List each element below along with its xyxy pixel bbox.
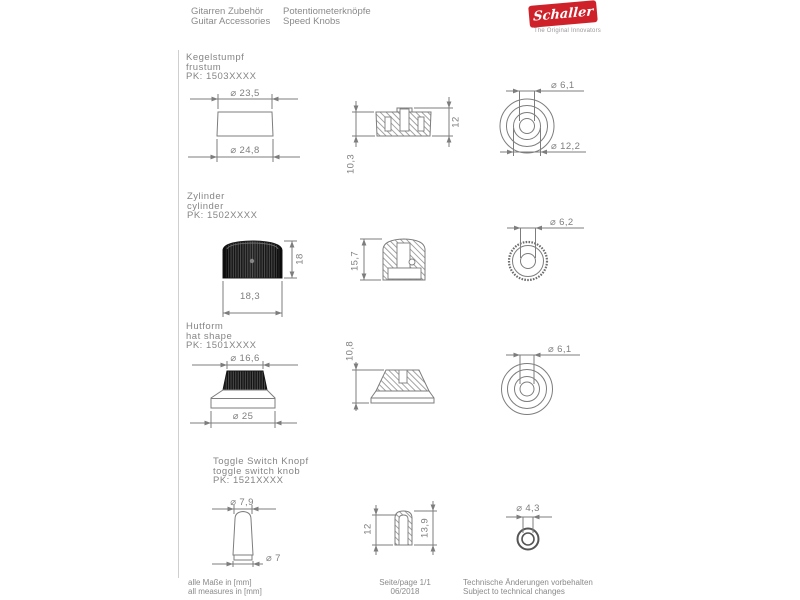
cylinder-title-de: Zylinder: [187, 191, 225, 202]
dim-label-cylinder-inner-height: 15,7: [349, 250, 361, 272]
dim-label-cylinder-shaft-dia: ⌀ 6,2: [550, 217, 574, 228]
toggle-bottom-dimensions: [506, 515, 552, 533]
cylinder-section-view: [360, 239, 425, 280]
dim-label-hat-top-dia: ⌀ 16,6: [230, 353, 260, 364]
cylinder-bottom-view: [507, 226, 584, 280]
dim-label-hat-height: 10,8: [344, 340, 356, 362]
cylinder-section-dimensions: [360, 239, 382, 280]
frustum-title-de: Kegelstumpf: [186, 52, 245, 63]
dim-label-frustum-height: 10,3: [345, 153, 357, 175]
footer-page: Seite/page 1/1: [379, 578, 431, 587]
hat-top-view: [502, 353, 581, 415]
dim-label-frustum-hub-dia: ⌀ 12,2: [551, 141, 581, 152]
cylinder-pk: PK: 1502XXXX: [187, 210, 258, 222]
toggle-pk: PK: 1521XXXX: [213, 475, 284, 487]
dim-label-hat-bottom-dia: ⌀ 25: [232, 411, 254, 422]
dim-label-cylinder-width: 18,3: [239, 291, 261, 302]
header-category-de: Gitarren Zubehör: [191, 6, 264, 17]
dim-label-frustum-top-dia: ⌀ 23,5: [230, 88, 260, 99]
schaller-logo-text: Schaller: [532, 3, 594, 25]
dim-label-toggle-bottom-dia: ⌀ 7: [266, 553, 281, 564]
hat-title-de: Hutform: [186, 321, 224, 332]
cylinder-title-en: cylinder: [187, 200, 224, 212]
dim-label-toggle-shaft-dia: ⌀ 4,3: [516, 503, 540, 514]
toggle-title-en: toggle switch knob: [213, 465, 301, 477]
toggle-bottom-view: [506, 515, 552, 550]
header-product-en: Speed Knobs: [283, 16, 341, 28]
hat-knob-top: [223, 371, 267, 390]
hat-section-view: [352, 362, 434, 411]
frustum-section-view: [352, 97, 453, 147]
frustum-pk: PK: 1503XXXX: [186, 71, 257, 83]
footer-units-en: all measures in [mm]: [188, 586, 262, 596]
footer-note-en: Subject to technical changes: [463, 586, 565, 596]
hat-title-en: hat shape: [186, 330, 233, 342]
schaller-logo-tagline: The Original Innovators: [534, 28, 601, 34]
footer-note-de: Technische Änderungen vorbehalten: [463, 578, 593, 587]
dim-label-hat-shaft-dia: ⌀ 6,1: [548, 344, 572, 355]
footer-date: 06/2018: [390, 586, 420, 596]
footer-note: [463, 579, 593, 596]
cylinder-front-photo: [223, 241, 297, 317]
frustum-title-en: frustum: [186, 61, 222, 73]
cylinder-knob-reflection: [250, 259, 254, 263]
dim-label-cylinder-height: 18: [294, 253, 306, 265]
toggle-title-de: Toggle Switch Knopf: [213, 456, 309, 467]
header-category-en: Guitar Accessories: [191, 16, 271, 28]
hat-top-dimensions: [506, 353, 580, 384]
footer-page-block: [350, 579, 460, 596]
footer-units-de: alle Maße in [mm]: [188, 578, 252, 587]
cylinder-knurled-ring: [509, 242, 547, 280]
footer-units: [188, 579, 262, 596]
header-product-de: Potentiometerknöpfe: [283, 6, 371, 17]
hat-pk: PK: 1501XXXX: [186, 340, 257, 352]
dim-label-frustum-bottom-dia: ⌀ 24,8: [230, 145, 260, 156]
dim-label-toggle-total-height: 13,9: [419, 517, 431, 539]
dim-label-frustum-shaft-dia: ⌀ 6,1: [551, 80, 575, 91]
dim-label-toggle-inner-height: 12: [362, 523, 374, 535]
dim-label-frustum-total-height: 12: [450, 116, 462, 128]
dim-label-toggle-top-dia: ⌀ 7,9: [230, 497, 254, 508]
